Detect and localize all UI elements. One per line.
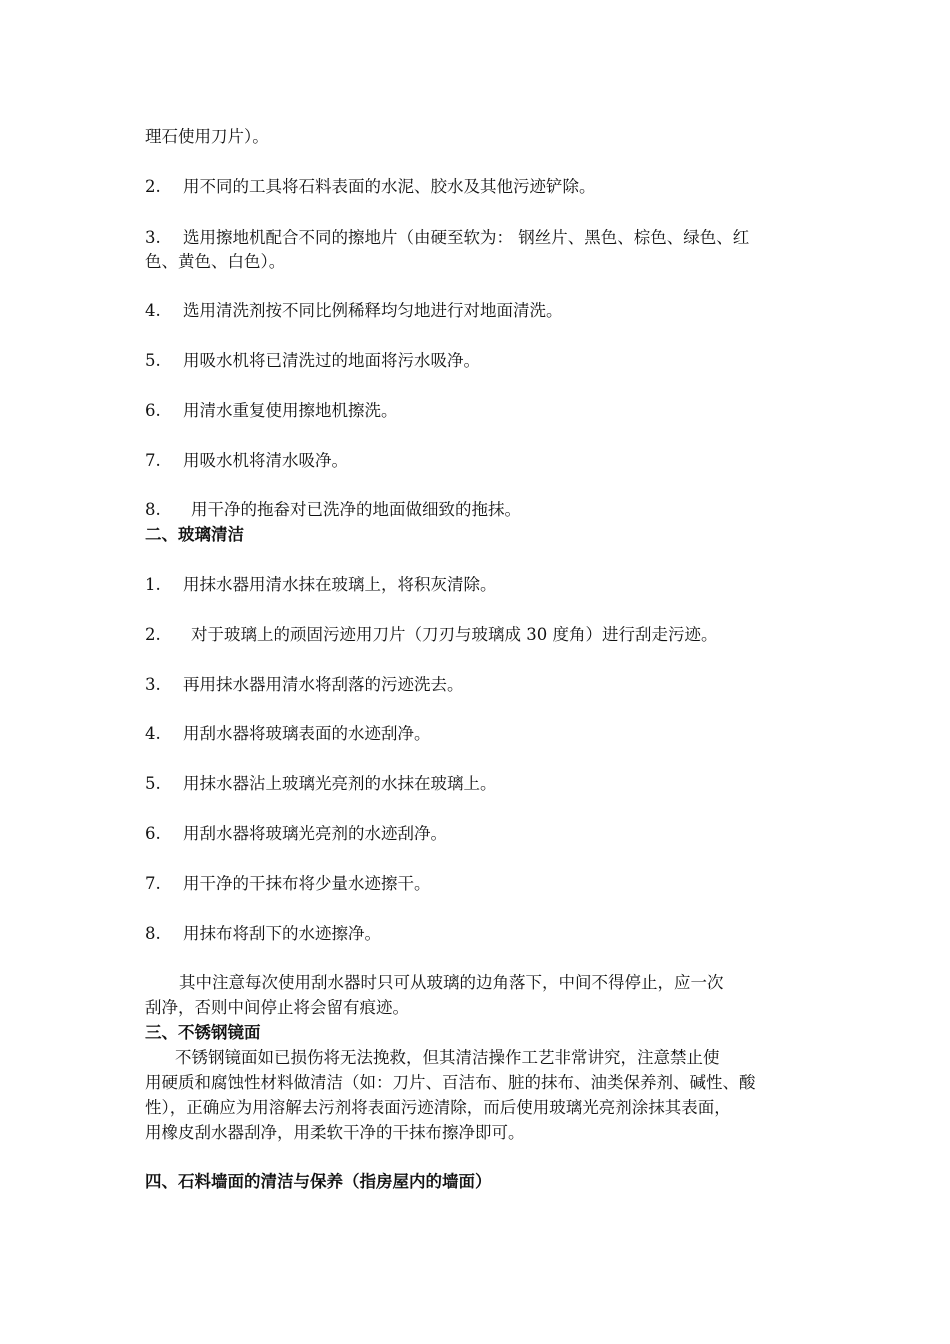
step-number: 6.	[145, 401, 161, 420]
step-number: 5.	[145, 774, 161, 793]
step-number: 4.	[145, 301, 161, 320]
list-item	[145, 226, 813, 250]
step-number: 1.	[145, 575, 161, 594]
note-paragraph-line: 其中注意每次使用刮水器时只可从玻璃的边角落下，中间不得停止，应一次	[179, 973, 724, 992]
step-number: 7.	[145, 874, 161, 893]
step-number: 2.	[145, 177, 161, 196]
paragraph-line: 用硬质和腐蚀性材料做清洁（如：刀片、百洁布、脏的抹布、油类保养剂、碱性、酸	[145, 1073, 756, 1092]
paragraph-line: 用橡皮刮水器刮净，用柔软干净的干抹布擦净即可。	[145, 1123, 525, 1142]
step-text: 用清水重复使用擦地机擦洗。	[183, 401, 398, 420]
list-item	[145, 673, 813, 697]
step-text: 用干净的干抹布将少量水迹擦干。	[183, 874, 431, 893]
step-text: 用吸水机将清水吸净。	[183, 451, 348, 470]
list-item	[145, 349, 813, 373]
list-item	[145, 399, 813, 423]
paragraph-line: 不锈钢镜面如已损伤将无法挽救，但其清洁操作工艺非常讲究，注意禁止使	[175, 1048, 720, 1067]
list-item	[145, 573, 813, 597]
step-text: 再用抹水器用清水将刮落的污迹洗去。	[183, 675, 464, 694]
step-text: 用干净的拖畚对已洗净的地面做细致的拖抹。	[191, 500, 521, 519]
section-heading: 四、石料墙面的清洁与保养（指房屋内的墙面）	[145, 1172, 492, 1191]
list-item	[145, 175, 813, 199]
step-number: 8.	[145, 924, 161, 943]
list-item	[145, 822, 813, 846]
list-item	[145, 449, 813, 473]
list-item	[145, 872, 813, 896]
section-heading: 二、玻璃清洁	[145, 525, 244, 544]
step-number: 8.	[145, 500, 161, 519]
step-text: 用不同的工具将石料表面的水泥、胶水及其他污迹铲除。	[183, 177, 596, 196]
step-number: 3.	[145, 675, 161, 694]
step-text: 用刮水器将玻璃光亮剂的水迹刮净。	[183, 824, 447, 843]
list-item	[145, 498, 813, 522]
intro-line: 理石使用刀片）。	[145, 127, 269, 146]
list-item	[145, 722, 813, 746]
step-number: 5.	[145, 351, 161, 370]
step-text: 对于玻璃上的顽固污迹用刀片（刀刃与玻璃成 30 度角）进行刮走污迹。	[191, 625, 718, 644]
paragraph-line: 性），正确应为用溶解去污剂将表面污迹清除，而后使用玻璃光亮剂涂抹其表面，	[145, 1098, 731, 1117]
step-number: 3.	[145, 228, 161, 247]
section-heading: 三、不锈钢镜面	[145, 1023, 261, 1042]
step-number: 2.	[145, 625, 161, 644]
step-number: 7.	[145, 451, 161, 470]
step-text: 用刮水器将玻璃表面的水迹刮净。	[183, 724, 431, 743]
step-text: 选用擦地机配合不同的擦地片（由硬至软为： 钢丝片、黑色、棕色、绿色、红	[183, 228, 750, 247]
list-item	[145, 922, 813, 946]
step-number: 6.	[145, 824, 161, 843]
step-text: 用抹水器沾上玻璃光亮剂的水抹在玻璃上。	[183, 774, 497, 793]
list-item	[145, 299, 813, 323]
step-text: 用抹布将刮下的水迹擦净。	[183, 924, 381, 943]
list-item	[145, 623, 813, 647]
step-number: 4.	[145, 724, 161, 743]
list-item	[145, 772, 813, 796]
step-text: 用吸水机将已清洗过的地面将污水吸净。	[183, 351, 480, 370]
note-paragraph-line: 刮净，否则中间停止将会留有痕迹。	[145, 998, 409, 1017]
step-text: 选用清洗剂按不同比例稀释均匀地进行对地面清洗。	[183, 301, 563, 320]
list-item-continuation: 色、黄色、白色）。	[145, 252, 286, 271]
step-text: 用抹水器用清水抹在玻璃上，将积灰清除。	[183, 575, 497, 594]
